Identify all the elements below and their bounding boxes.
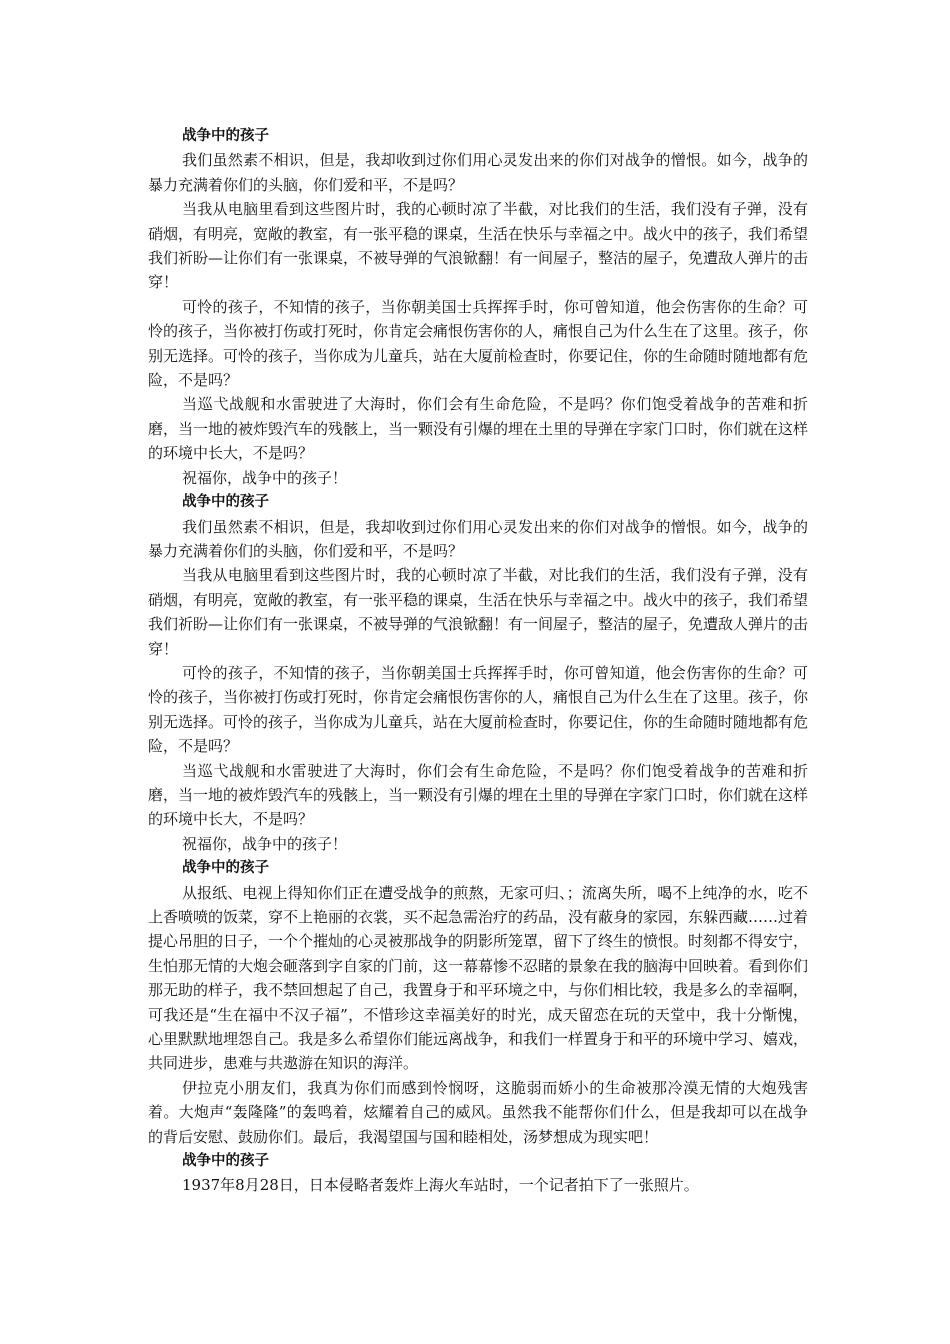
section-title: 战争中的孩子 [182,1153,269,1170]
document-body [148,124,808,1198]
section-title: 战争中的孩子 [182,494,269,511]
paragraph: 可怜的孩子，不知情的孩子，当你朝美国士兵挥挥手时，你可曾知道，他会伤害你的生命？可怜的孩子，当你被打伤或打死时，你肯定会痛恨伤害你的人，痛恨自己为什么生在了这里。孩子，你别无选择。可怜的孩子，当你成为儿童兵，站在大厦前检查时，你要记住，你的生命随时随地都有危险，不是吗？ [148,297,809,390]
essay-section-3 [148,856,808,1149]
paragraph: 当我从电脑里看到这些图片时，我的心顿时凉了半截，对比我们的生活，我们没有子弹，没有硝烟，有明亮，宽敞的教室，有一张平稳的课桌，生活在快乐与幸福之中。战火中的孩子，我们希望我们祈盼—让你们有一张课桌，不被导弹的气浪锨翻！有一间屋子，整洁的屋子，免遭敌人弹片的击穿！ [148,566,809,658]
paragraph: 1937年8月28日，日本侵略者轰炸上海火车站时，一个记者拍下了一张照片。 [182,1176,699,1195]
paragraph: 祝福你，战争中的孩子！ [182,468,348,487]
essay-section-2 [148,490,808,856]
paragraph: 当巡弋战舰和水雷驶进了大海时，你们会有生命危险，不是吗？你们饱受着战争的苦难和折磨，当一地的被炸毁汽车的残骸上，当一颗没有引爆的埋在土里的导弹在字家门口时，你们就在这样的环境中长大，不是吗？ [148,761,809,829]
paragraph: 伊拉克小朋友们，我真为你们而感到怜悯呀，这脆弱而娇小的生命被那冷漠无情的大炮残害着。大炮声“轰隆隆”的轰鸣着，炫耀着自己的威风。虽然我不能帮你们什么，但是我却可以在战争的背后安慰、鼓励你们。最后，我渴望国与国和睦相处，汤梦想成为现实吧！ [148,1078,808,1146]
paragraph: 当巡弋战舰和水雷驶进了大海时，你们会有生命危险，不是吗？你们饱受着战争的苦难和折磨，当一地的被炸毁汽车的残骸上，当一颗没有引爆的埋在土里的导弹在字家门口时，你们就在这样的环境中长大，不是吗？ [148,395,809,463]
paragraph: 可怜的孩子，不知情的孩子，当你朝美国士兵挥挥手时，你可曾知道，他会伤害你的生命？可怜的孩子，当你被打伤或打死时，你肯定会痛恨伤害你的人，痛恨自己为什么生在了这里。孩子，你别无选择。可怜的孩子，当你成为儿童兵，站在大厦前检查时，你要记住，你的生命随时随地都有危险，不是吗？ [148,663,809,756]
section-title: 战争中的孩子 [182,128,269,144]
essay-section-4 [148,1149,808,1198]
paragraph: 祝福你，战争中的孩子！ [182,834,348,853]
paragraph: 我们虽然素不相识，但是，我却收到过你们用心灵发出来的你们对战争的憎恨。如今，战争的暴力充满着你们的头脑，你们爱和平，不是吗？ [148,517,808,560]
paragraph: 从报纸、电视上得知你们正在遭受战争的煎熬，无家可归、；流离失所，喝不上纯净的水，吃不上香喷喷的饭菜，穿不上艳丽的衣裳，买不起急需治疗的药品，没有蔽身的家园，东躲西藏……过着提心吊胆的日子，一个个摧灿的心灵被那战争的阴影所笼罩，留下了终生的愤恨。时刻都不得安宁，生怕那无情的大炮会砸落到字自家的门前，这一幕幕惨不忍睹的景象在我的脑海中回映着。看到你们那无助的样子，我不禁回想起了自己，我置身于和平环境之中，与你们相比较，我是多么的幸福啊，可我还是“生在福中不汉子福”，不惜珍这幸福美好的时光，成天留恋在玩的天堂中，我十分惭愧，心里默默地埋怨自己。我是多么希望你们能远离战争，和我们一样置身于和平的环境中学习、嬉戏，共同进步，患难与共遨游在知识的海洋。 [148,883,809,1073]
essay-section-1 [148,124,808,490]
paragraph: 当我从电脑里看到这些图片时，我的心顿时凉了半截，对比我们的生活，我们没有子弹，没有硝烟，有明亮，宽敞的教室，有一张平稳的课桌，生活在快乐与幸福之中。战火中的孩子，我们希望我们祈盼—让你们有一张课桌，不被导弹的气浪锨翻！有一间屋子，整洁的屋子，免遭敌人弹片的击穿！ [148,200,809,292]
paragraph: 我们虽然素不相识，但是，我却收到过你们用心灵发出来的你们对战争的憎恨。如今，战争的暴力充满着你们的头脑，你们爱和平，不是吗？ [148,151,808,194]
section-title: 战争中的孩子 [182,860,269,877]
